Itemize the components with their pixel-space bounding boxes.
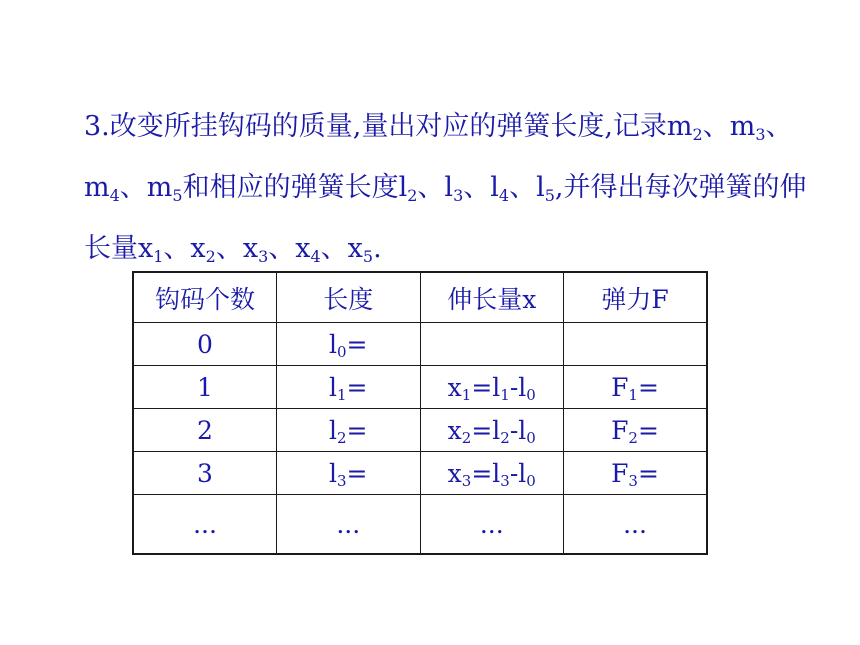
- paragraph-subscript: 5: [172, 186, 183, 205]
- paragraph-text: 、l: [509, 172, 545, 203]
- header-length: 长度: [277, 272, 421, 323]
- paragraph-subscript: 5: [362, 247, 374, 266]
- force-symbol: F: [611, 415, 629, 445]
- hook-count-cell: 0: [133, 323, 277, 366]
- force-cell: [564, 366, 708, 409]
- paragraph-text: 和相应的弹簧长度l: [182, 172, 408, 203]
- length-subscript: 1: [337, 385, 347, 404]
- extension-x-subscript: 3: [461, 471, 472, 490]
- length-cell: [277, 323, 421, 366]
- table-row: [133, 409, 707, 452]
- length-cell: [277, 409, 421, 452]
- paragraph-subscript: 3: [453, 186, 464, 205]
- force-subscript: 2: [628, 428, 638, 447]
- ellipsis-cell: ...: [277, 495, 421, 555]
- instruction-paragraph: [84, 96, 824, 279]
- extension-l0: -l: [509, 415, 527, 445]
- paragraph-text: 3.改变所挂钩码的质量,量出对应的弹簧长度,记录m: [84, 111, 693, 142]
- extension-cell: [420, 323, 564, 366]
- paragraph-text: 、m: [119, 172, 173, 203]
- paragraph-text: 、x: [268, 233, 311, 264]
- length-cell: [277, 452, 421, 495]
- extension-l0: -l: [509, 458, 527, 488]
- force-subscript: 1: [628, 385, 638, 404]
- paragraph-subscript: 5: [544, 186, 555, 205]
- force-cell: [564, 323, 708, 366]
- force-equals: =: [637, 372, 659, 402]
- length-equals: =: [346, 329, 368, 359]
- ellipsis-cell: ...: [133, 495, 277, 555]
- hook-count-cell: 2: [133, 409, 277, 452]
- force-symbol: F: [611, 372, 629, 402]
- extension-l0-subscript: 0: [526, 428, 536, 447]
- table-header-row: [133, 272, 707, 323]
- paragraph-subscript: 1: [153, 247, 164, 266]
- extension-l: =l: [471, 372, 501, 402]
- paragraph-subscript: 3: [258, 247, 269, 266]
- header-hook-count: 钩码个数: [133, 272, 277, 323]
- length-cell: [277, 366, 421, 409]
- ellipsis-cell: ...: [564, 495, 708, 555]
- length-equals: =: [346, 415, 368, 445]
- extension-l-subscript: 2: [500, 428, 510, 447]
- paragraph-text: 、m: [702, 111, 756, 142]
- extension-x: x: [447, 458, 462, 488]
- extension-cell: [420, 409, 564, 452]
- paragraph-text: 、l: [417, 172, 454, 203]
- extension-x: x: [447, 415, 462, 445]
- force-cell: [564, 452, 708, 495]
- extension-cell: [420, 366, 564, 409]
- paragraph-text: 、l: [463, 172, 499, 203]
- length-subscript: 2: [337, 428, 347, 447]
- hook-count-cell: 3: [133, 452, 277, 495]
- extension-l0-subscript: 0: [526, 385, 536, 404]
- force-equals: =: [637, 458, 659, 488]
- table-row: [133, 366, 707, 409]
- paragraph-text: .: [373, 233, 382, 264]
- header-force: 弹力F: [564, 272, 708, 323]
- force-cell: [564, 409, 708, 452]
- paragraph-subscript: 2: [692, 125, 703, 144]
- extension-x: x: [447, 372, 462, 402]
- length-subscript: 0: [337, 342, 347, 361]
- extension-l0-subscript: 0: [526, 471, 536, 490]
- length-equals: =: [346, 372, 368, 402]
- table-row: [133, 323, 707, 366]
- paragraph-text: ,并得出每次弹簧的伸长量x: [84, 172, 807, 264]
- paragraph-subscript: 2: [407, 186, 418, 205]
- extension-l: =l: [471, 458, 501, 488]
- hook-count-cell: 1: [133, 366, 277, 409]
- header-extension: 伸长量x: [420, 272, 564, 323]
- paragraph-subscript: 3: [755, 125, 766, 144]
- extension-l-subscript: 1: [500, 385, 510, 404]
- extension-x-subscript: 2: [461, 428, 472, 447]
- length-equals: =: [346, 458, 368, 488]
- extension-l-subscript: 3: [500, 471, 510, 490]
- force-subscript: 3: [628, 471, 638, 490]
- force-equals: =: [637, 415, 659, 445]
- paragraph-subscript: 2: [205, 247, 216, 266]
- extension-x-subscript: 1: [461, 385, 472, 404]
- extension-l: =l: [471, 415, 501, 445]
- paragraph-subscript: 4: [498, 186, 510, 205]
- extension-cell: [420, 452, 564, 495]
- paragraph-text: 、x: [163, 233, 206, 264]
- extension-l0: -l: [509, 372, 527, 402]
- force-symbol: F: [611, 458, 629, 488]
- length-symbol: l: [329, 329, 337, 359]
- paragraph-text: 、x: [320, 233, 363, 264]
- length-subscript: 3: [337, 471, 347, 490]
- paragraph-subscript: 4: [109, 186, 120, 205]
- ellipsis-cell: ...: [420, 495, 564, 555]
- length-symbol: l: [329, 458, 337, 488]
- table-row-ellipsis: [133, 495, 707, 555]
- paragraph-text: 、m: [84, 111, 793, 203]
- length-symbol: l: [329, 415, 337, 445]
- paragraph-subscript: 4: [310, 247, 321, 266]
- table-row: [133, 452, 707, 495]
- data-table: [132, 271, 708, 555]
- length-symbol: l: [329, 372, 337, 402]
- paragraph-text: 、x: [215, 233, 259, 264]
